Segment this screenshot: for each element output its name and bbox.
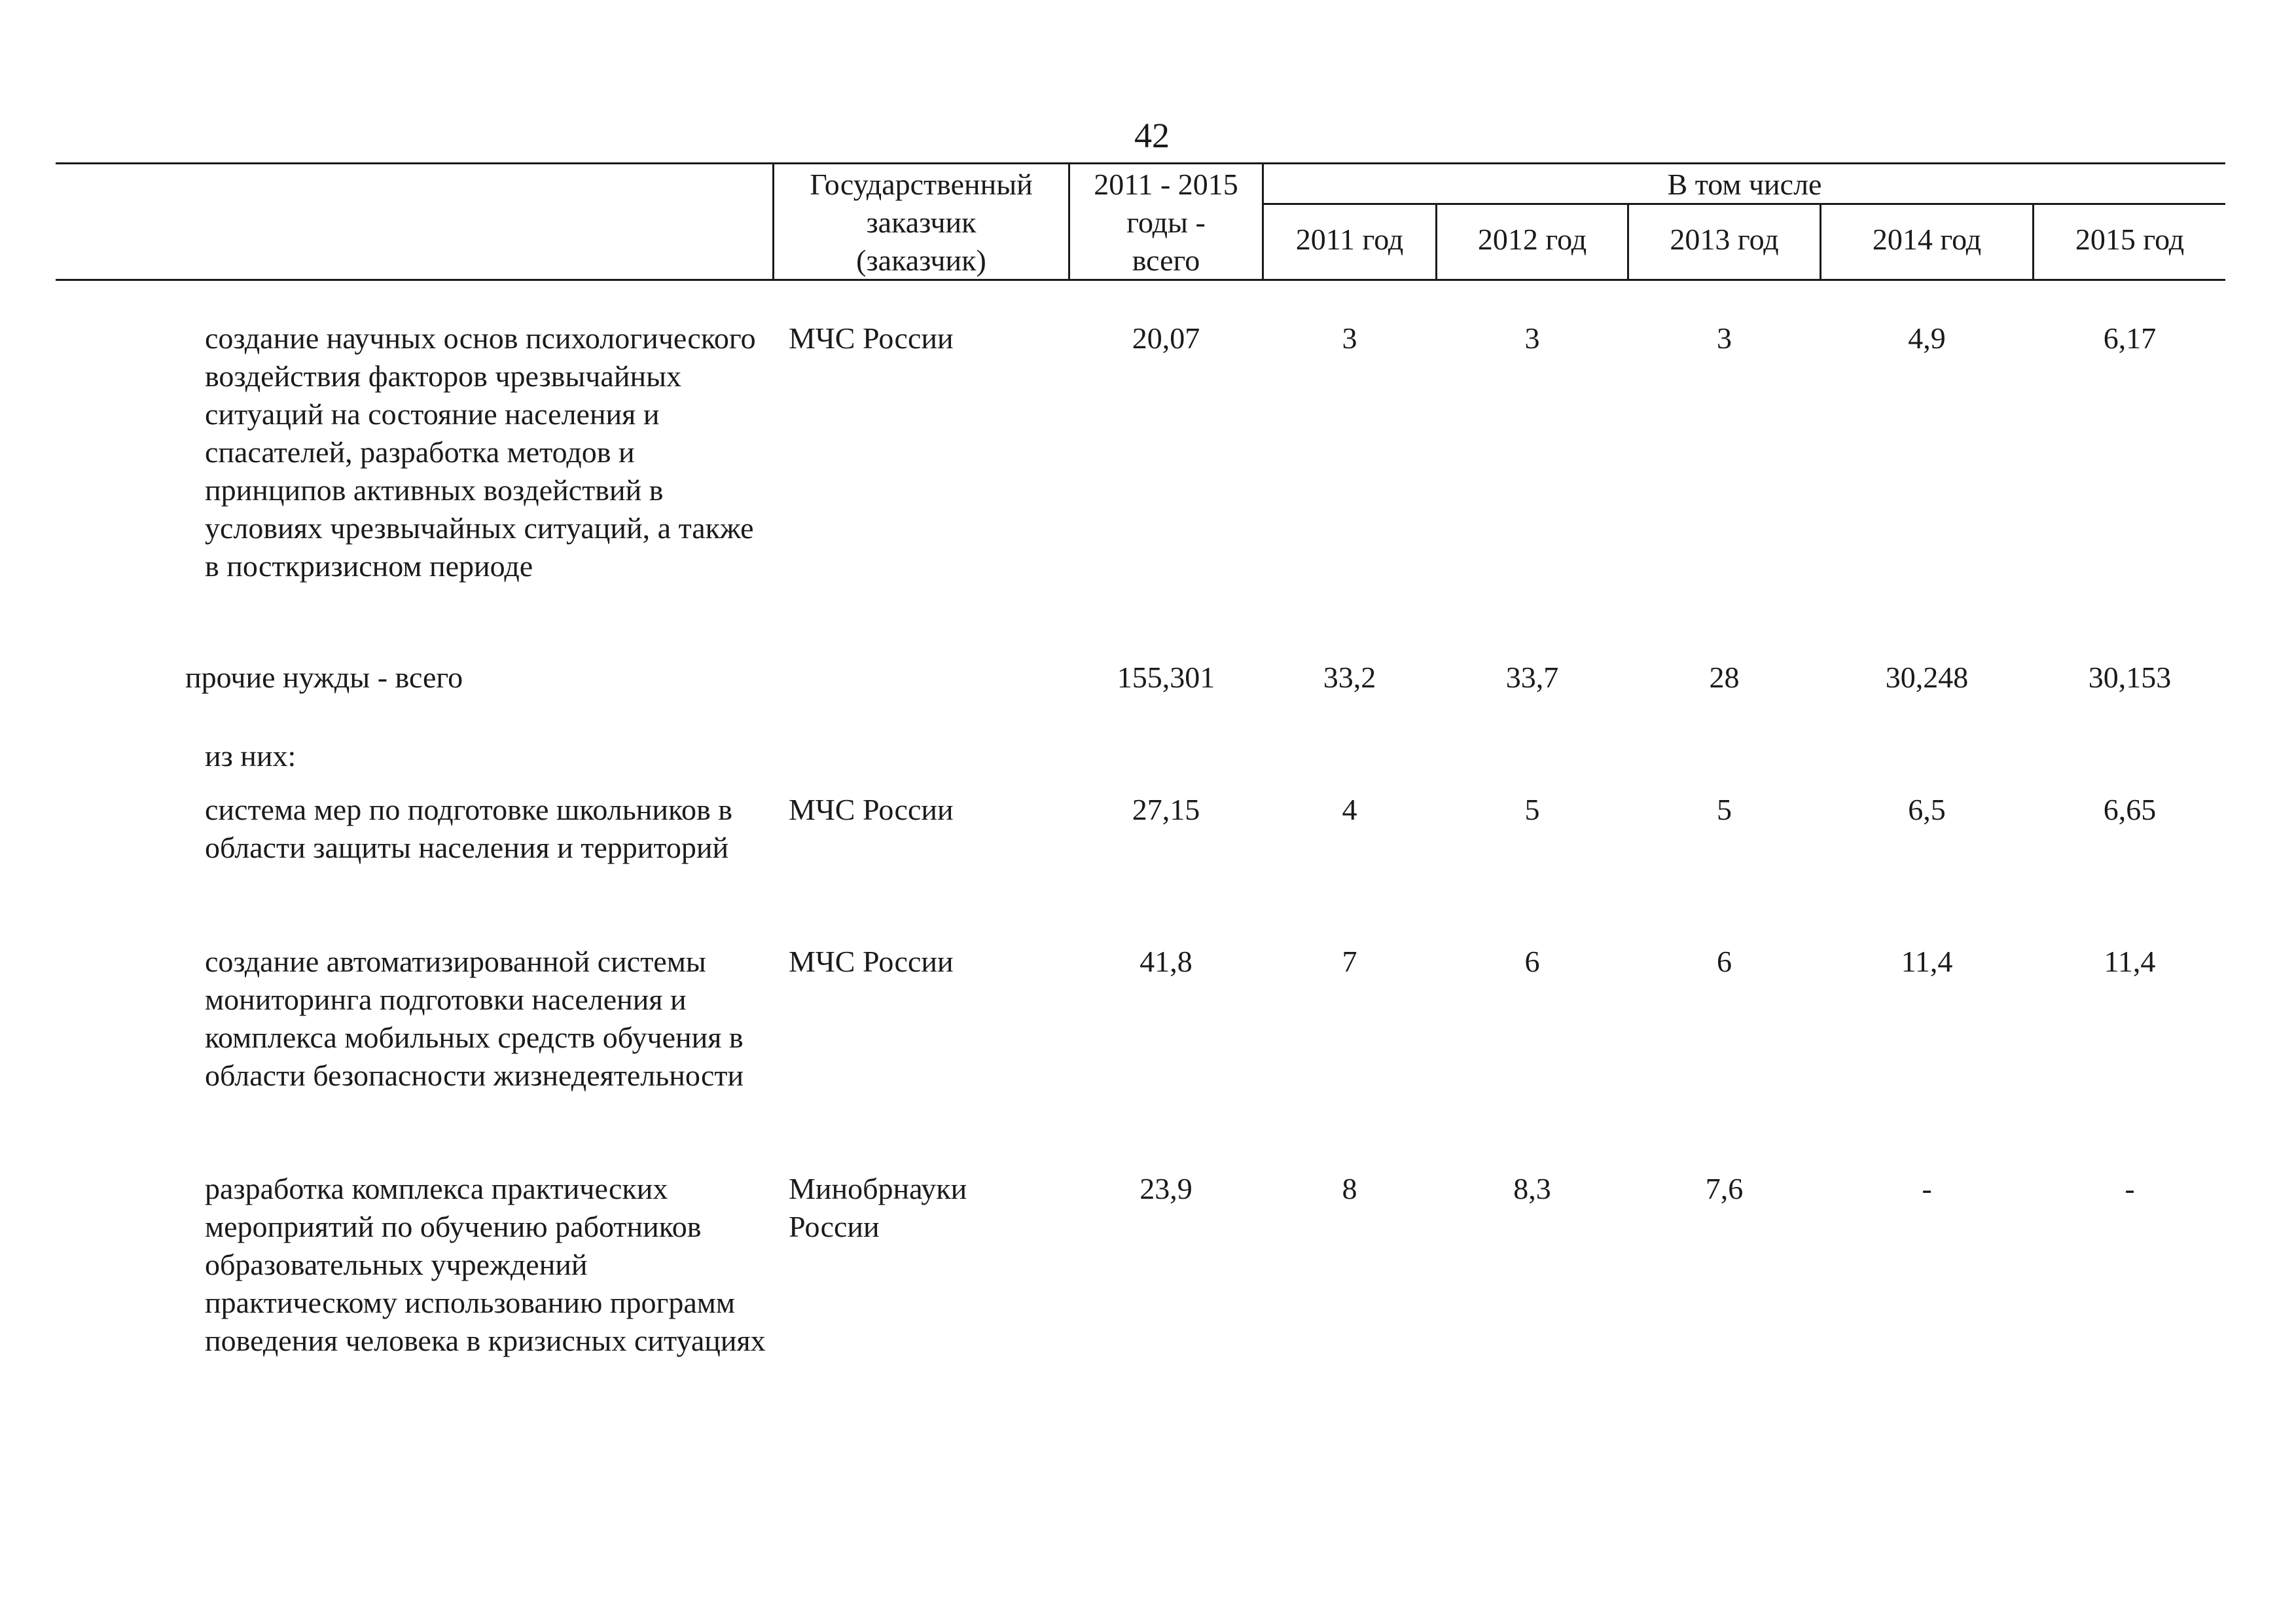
row-name: из них: [205,739,296,773]
row-2012: 5 [1524,793,1540,826]
row-2012: 3 [1524,321,1540,355]
row-name: разработка комплекса практических мероприятий по обучению работников образовательных учреждений практическому использованию программ поведения человека в кризисных ситуациях [205,1172,766,1357]
row-2011: 7 [1342,945,1357,978]
row-2014: 4,9 [1908,321,1946,355]
row-customer: Минобрнауки России [789,1172,967,1243]
row-2013: 28 [1709,661,1740,694]
row-2015: - [2125,1172,2135,1205]
row-2012: 6 [1524,945,1540,978]
row-2014: 30,248 [1885,661,1969,694]
row-2013: 3 [1717,321,1732,355]
header-year-2013: 2013 год [1670,223,1779,256]
row-total: 155,301 [1117,661,1215,694]
header-year-2012: 2012 год [1477,223,1587,256]
row-name: прочие нужды - всего [185,661,463,694]
row-customer: МЧС России [789,793,954,826]
row-2012: 8,3 [1513,1172,1551,1205]
row-2013: 7,6 [1705,1172,1744,1205]
row-2015: 6,65 [2103,793,2157,826]
row-2011: 33,2 [1323,661,1376,694]
row-customer: МЧС России [789,321,954,355]
header-year-2011: 2011 год [1295,223,1404,256]
table-top-rule [56,162,2225,164]
row-2014: 11,4 [1901,945,1953,978]
row-customer: МЧС России [789,945,954,978]
row-2011: 8 [1342,1172,1357,1205]
row-2012: 33,7 [1505,661,1559,694]
row-2013: 6 [1717,945,1732,978]
row-total: 27,15 [1132,793,1200,826]
row-name: создание научных основ психологического воздействия факторов чрезвычайных ситуаций на состояние населения и спасателей, разработка методов и принципов активных воздействий в условиях чрезвычайных ситуаций, а также в посткризисном периоде [205,321,756,583]
row-2011: 4 [1342,793,1357,826]
row-2014: 6,5 [1908,793,1946,826]
page-number: 42 [1134,116,1170,155]
header-year-2015: 2015 год [2075,223,2185,256]
row-name: система мер по подготовке школьников в области защиты населения и территорий [205,793,732,864]
row-2015: 30,153 [2088,661,2172,694]
row-total: 41,8 [1139,945,1193,978]
row-2011: 3 [1342,321,1357,355]
row-2015: 6,17 [2103,321,2157,355]
row-2013: 5 [1717,793,1732,826]
header-year-2014: 2014 год [1872,223,1982,256]
header-customer: Государственный заказчик (заказчик) [810,168,1033,277]
row-2015: 11,4 [2104,945,2156,978]
header-including: В том числе [1667,168,1822,201]
row-name: создание автоматизированной системы мониторинга подготовки населения и комплекса мобильных средств обучения в области безопасности жизнедеятельности [205,945,744,1092]
row-total: 23,9 [1139,1172,1193,1205]
row-2014: - [1922,1172,1932,1205]
header-total: 2011 - 2015 годы - всего [1094,168,1238,277]
row-total: 20,07 [1132,321,1200,355]
